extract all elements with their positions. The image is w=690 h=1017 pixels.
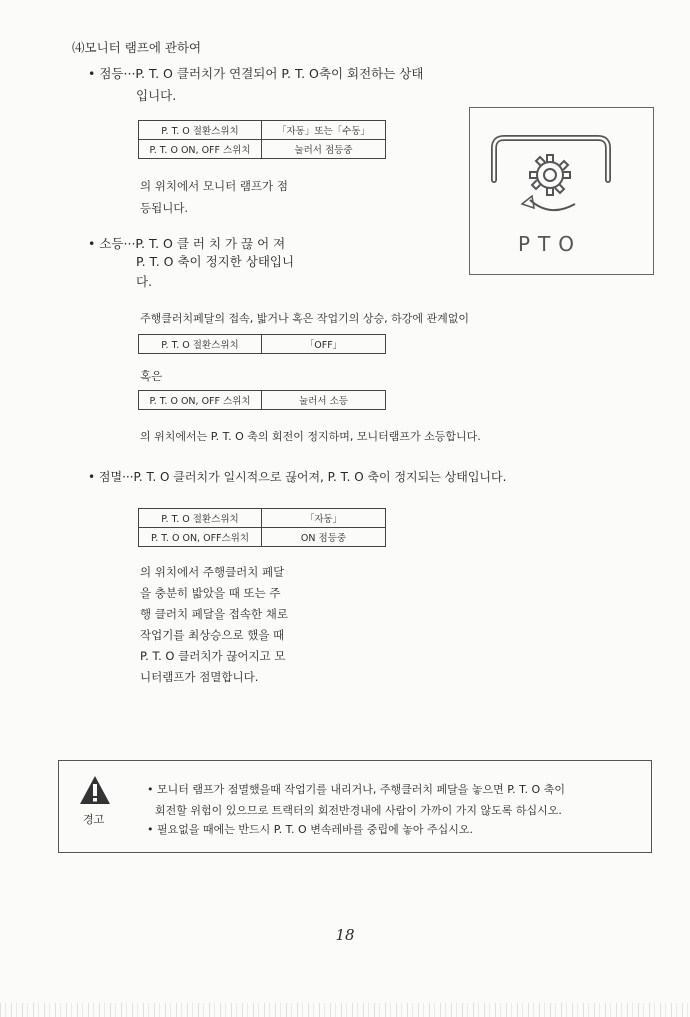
table-cell: 눌러서 소등: [262, 391, 386, 410]
table-row: [139, 509, 386, 528]
blink-note-line: P. T. O 클러치가 끊어지고 모: [140, 649, 286, 663]
table-cell: P. T. O 절환스위치: [139, 121, 262, 140]
off-condition: 주행클러치페달의 접속, 밟거나 혹은 작업기의 상승, 하강에 관계없이: [140, 312, 469, 325]
warning-line: 회전할 위험이 있으므로 트랙터의 회전반경내에 사람이 가까이 가지 않도록 하십시오.: [155, 804, 562, 817]
warning-line: • 모니터 램프가 점멸했을때 작업기를 내리거나, 주행클러치 페달을 놓으면 P. T. O 축이: [147, 783, 565, 796]
lit-heading: • 점등···P. T. O 클러치가 연결되어 P. T. O축이 회전하는 상태: [88, 66, 424, 81]
blink-note-line: 행 클러치 페달을 접속한 채로: [140, 607, 288, 621]
blink-switch-table: [138, 508, 386, 547]
lit-heading-cont: 입니다.: [136, 88, 177, 103]
table-cell: P. T. O ON, OFF 스위치: [139, 391, 262, 410]
table-cell: 눌러서 점등중: [262, 140, 386, 159]
scan-edge-artifact: [0, 1003, 690, 1017]
table-cell: ON 점등중: [262, 528, 386, 547]
table-row: [139, 391, 386, 410]
table-row: [139, 335, 386, 354]
blink-note-line: 작업기를 최상승으로 했을 때: [140, 628, 285, 642]
table-cell: P. T. O 절환스위치: [139, 335, 262, 354]
pto-gear-icon: [470, 108, 653, 274]
section-title: ⑷모니터 램프에 관하여: [72, 40, 202, 55]
pto-monitor-figure: [469, 107, 654, 275]
warning-line: • 필요없을 때에는 반드시 P. T. O 변속레바를 중립에 놓아 주십시오.: [147, 823, 473, 836]
table-cell: P. T. O 절환스위치: [139, 509, 262, 528]
table-row: [139, 140, 386, 159]
table-cell: 「자동」: [262, 509, 386, 528]
off-line: P. T. O 축이 정지한 상태입니: [136, 254, 295, 269]
table-cell: 「OFF」: [262, 335, 386, 354]
lit-switch-table: [138, 120, 386, 159]
table-row: [139, 528, 386, 547]
lit-note-line: 등됩니다.: [140, 201, 189, 215]
off-line: 다.: [136, 274, 153, 289]
table-cell: 「자동」또는「수동」: [262, 121, 386, 140]
lit-note-line: 의 위치에서 모니터 램프가 점: [140, 179, 288, 193]
page-number: 18: [335, 926, 355, 944]
off-heading: • 소등···P. T. O 클 러 치 가 끊 어 져: [88, 236, 286, 251]
warning-label: 경고: [83, 813, 105, 826]
off-switch-table-1: [138, 334, 386, 354]
figure-label: PTO: [517, 232, 583, 256]
blink-heading: • 점멸···P. T. O 클러치가 일시적으로 끊어져, P. T. O 축이 정지되는 상태입니다.: [88, 470, 507, 484]
table-row: [139, 121, 386, 140]
off-note: 의 위치에서는 P. T. O 축의 회전이 정지하며, 모니터램프가 소등합니다.: [140, 430, 481, 443]
blink-note-line: 의 위치에서 주행클러치 페달: [140, 565, 285, 579]
off-switch-table-2: [138, 390, 386, 410]
warning-box: [58, 760, 652, 853]
table-cell: P. T. O ON, OFF 스위치: [139, 140, 262, 159]
blink-note-line: 니터램프가 점멸합니다.: [140, 670, 259, 684]
warning-triangle-icon: [79, 775, 111, 805]
off-or: 혹은: [140, 369, 163, 383]
blink-note-line: 을 충분히 밟았을 때 또는 주: [140, 586, 281, 600]
table-cell: P. T. O ON, OFF스위치: [139, 528, 262, 547]
